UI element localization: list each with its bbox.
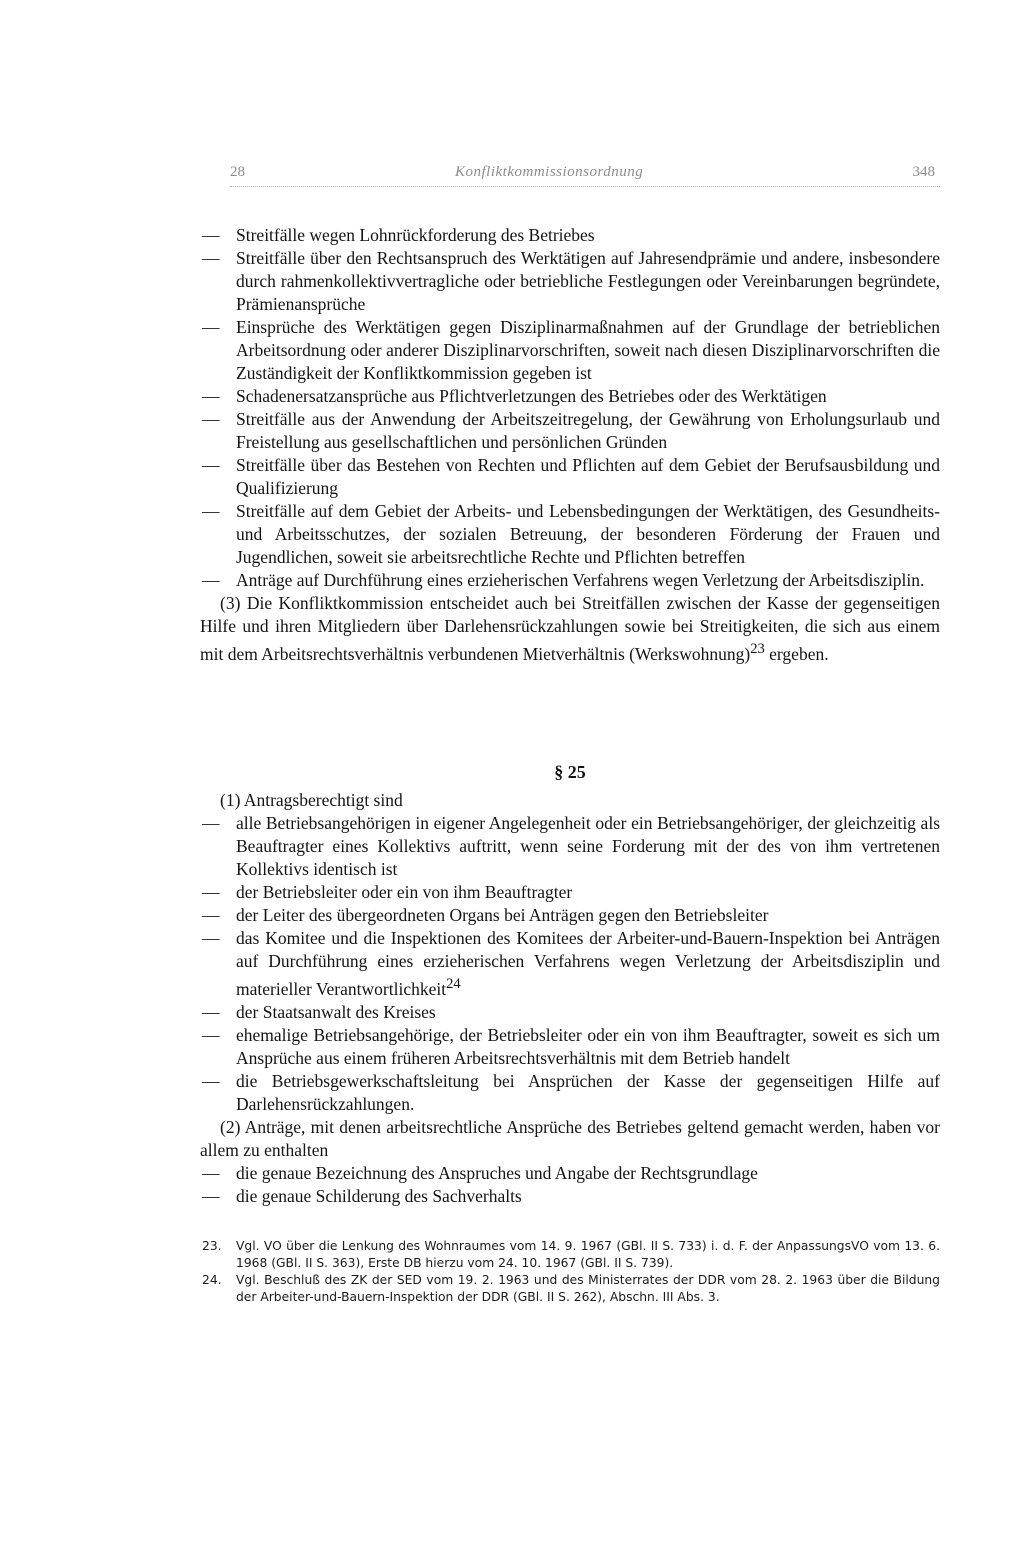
list-item: — der Staatsanwalt des Kreises <box>202 1001 436 1022</box>
list-item: — Streitfälle über das Bestehen von Rechten und Pflichten auf dem Gebiet der Berufsausbildung und Qualifizierung <box>202 455 940 498</box>
list-item: — alle Betriebsangehörigen in eigener Angelegenheit oder ein Betriebsangehöriger, der gleichzeitig als Beauftragter eines Kollektivs auftritt, wenn seine Forderung mit der des von ihm vertretenen Kollektivs identisch ist <box>202 813 940 879</box>
footnote-23 <box>200 1238 940 1272</box>
list-item: — Streitfälle aus der Anwendung der Arbeitszeitregelung, der Gewährung von Erholungsurlaub und Freistellung aus gesellschaftlichen und persönlichen Gründen <box>202 409 940 452</box>
footnote-text: Vgl. VO über die Lenkung des Wohnraumes vom 14. 9. 1967 (GBl. II S. 733) i. d. F. der AnpassungsVO vom 13. 6. 1968 (GBl. II S. 363), Erste DB hierzu vom 24. 10. 1967 (GBl. II S. 739). <box>236 1239 940 1270</box>
section-24-continuation <box>200 224 940 666</box>
section-25-body <box>200 789 940 1208</box>
list-item: — Streitfälle wegen Lohnrückforderung des Betriebes <box>202 225 595 245</box>
running-title: Konfliktkommissionsordnung <box>455 164 644 180</box>
list-item: — Schadenersatzansprüche aus Pflichtverletzungen des Betriebes oder des Werktätigen <box>202 386 827 406</box>
paragraph-2-intro: (2) Anträge, mit denen arbeitsrechtliche Ansprüche des Betriebes geltend gemacht werden, haben vor allem zu enthalten <box>200 1116 940 1160</box>
footnote-text: Vgl. Beschluß des ZK der SED vom 19. 2. 1963 und des Ministerrates der DDR vom 28. 2. 1963 über die Bildung der Arbeiter-und-Bauern-Inspektion der DDR (GBl. II S. 262), Abschn. III Abs. 3. <box>236 1273 940 1304</box>
dash-marker: — <box>202 409 220 429</box>
dash-marker: — <box>202 905 220 925</box>
dash-marker: — <box>202 882 220 902</box>
dash-marker: — <box>202 1001 220 1022</box>
footnotes <box>200 1238 940 1306</box>
right-page-number: 348 <box>912 164 935 180</box>
dash-marker: — <box>202 317 220 337</box>
left-page-number: 28 <box>230 164 245 180</box>
footnote-ref-23: 23 <box>750 641 765 657</box>
dash-marker: — <box>202 386 220 406</box>
claims-list <box>200 224 940 592</box>
list-item: — das Komitee und die Inspektionen des Komitees der Arbeiter-und-Bauern-Inspektion bei Anträgen auf Durchführung eines erzieherischen Verfahrens wegen Verletzung der Arbeitsdisziplin und materieller Verantwortlichkeit$^{24}$ <box>202 928 940 999</box>
paragraph-1-intro: (1) Antragsberechtigt sind <box>220 790 403 810</box>
list-item: — die genaue Schilderung des Sachverhalts <box>202 1185 522 1206</box>
dash-marker: — <box>202 928 220 948</box>
list-item: — ehemalige Betriebsangehörige, der Betriebsleiter oder ein von ihm Beauftragter, soweit es sich um Ansprüche aus einem früheren Arbeitsrechtsverhältnis mit dem Betrieb handelt <box>202 1024 940 1068</box>
list-item: — der Leiter des übergeordneten Organs bei Anträgen gegen den Betriebsleiter <box>202 905 769 925</box>
list-item: — der Betriebsleiter oder ein von ihm Beauftragter <box>202 882 573 902</box>
list-item: — die Betriebsgewerkschaftsleitung bei Ansprüchen der Kasse der gegenseitigen Hilfe auf Darlehensrückzahlungen. <box>202 1070 940 1114</box>
dash-marker: — <box>202 570 220 590</box>
applicants-list <box>200 812 940 1116</box>
footnote-ref-24: 24 <box>446 976 461 992</box>
list-item: — Einsprüche des Werktätigen gegen Disziplinarmaßnahmen auf der Grundlage der betrieblichen Arbeitsordnung oder anderer Disziplinarvorschriften, soweit nach diesen Disziplinarvorschriften die Zuständigkeit der Konfliktkommission gegeben ist <box>202 317 940 383</box>
footnote-number: 23. <box>202 1239 222 1253</box>
section-25-heading: § 25 <box>554 762 586 782</box>
list-item: — Streitfälle über den Rechtsanspruch des Werktätigen auf Jahresendprämie und andere, insbesondere durch rahmenkollektivvertragliche oder betriebliche Festlegungen oder Vereinbarungen begründete, Prämienansprüche <box>202 248 940 314</box>
paragraph-3: (3) Die Konfliktkommission entscheidet auch bei Streitfällen zwischen der Kasse der gegenseitigen Hilfe und ihren Mitgliedern über Darlehensrückzahlungen sowie bei Streitigkeiten, die sich aus einem mit dem Arbeitsrechtsverhältnis verbundenen Mietverhältnis (Werkswohnung)$^{23}$ ergeben. <box>200 593 940 664</box>
dash-marker: — <box>202 1185 220 1206</box>
list-item: — die genaue Bezeichnung des Anspruches und Angabe der Rechtsgrundlage <box>202 1162 758 1183</box>
dash-marker: — <box>202 248 220 268</box>
running-header <box>230 162 940 187</box>
dash-marker: — <box>202 225 220 245</box>
dash-marker: — <box>202 1070 220 1091</box>
dash-marker: — <box>202 813 220 833</box>
dash-marker: — <box>202 1024 220 1045</box>
dash-marker: — <box>202 501 220 521</box>
footnote-24 <box>200 1272 940 1306</box>
list-item: — Anträge auf Durchführung eines erzieherischen Verfahrens wegen Verletzung der Arbeitsdisziplin. <box>202 570 925 590</box>
dash-marker: — <box>202 1162 220 1183</box>
dash-marker: — <box>202 455 220 475</box>
footnote-number: 24. <box>202 1273 222 1287</box>
list-item: — Streitfälle auf dem Gebiet der Arbeits- und Lebensbedingungen der Werktätigen, des Gesundheits- und Arbeitsschutzes, der sozialen Betreuung, der besonderen Förderung der Frauen und Jugendlichen, soweit sie arbeitsrechtliche Rechte und Pflichten betreffen <box>202 501 940 567</box>
claim-contents-list <box>200 1162 940 1208</box>
